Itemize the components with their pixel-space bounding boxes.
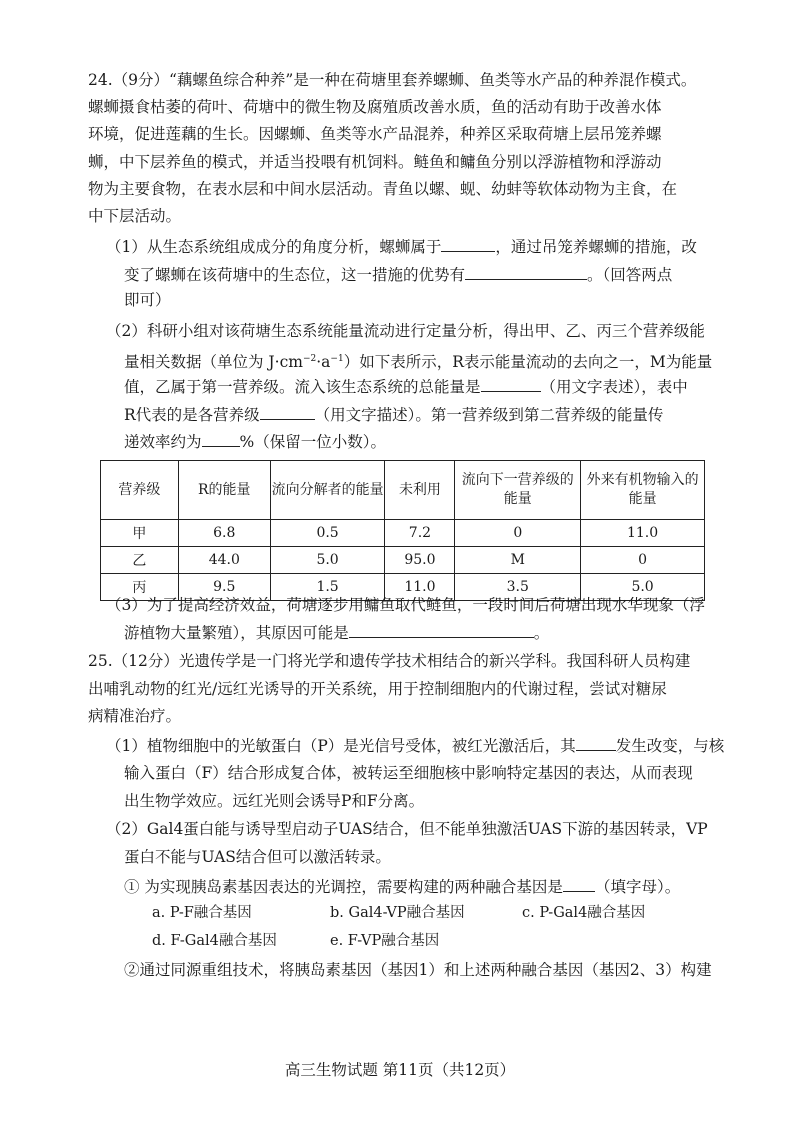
table-header-row bbox=[101, 461, 705, 520]
q24-part2-line: （2）科研小组对该荷塘生态系统能量流动进行定量分析，得出甲、乙、丙三个营养级能 bbox=[106, 322, 705, 340]
table-cell: 丙 bbox=[101, 574, 179, 601]
q24-part1-text: 。（回答两点 bbox=[587, 266, 673, 284]
table-cell: 95.0 bbox=[385, 547, 455, 574]
answer-blank[interactable] bbox=[465, 265, 587, 280]
q24-part2-text: %（保留一位小数）。 bbox=[239, 433, 386, 451]
q25-intro-line: 25.（12分）光遗传学是一门将光学和遗传学技术相结合的新兴学科。我国科研人员构建 bbox=[88, 652, 691, 670]
table-cell: 乙 bbox=[101, 547, 179, 574]
q24-part2-text: 递效率约为 bbox=[124, 433, 202, 451]
q25-part2-text: ① 为实现胰岛素基因表达的光调控，需要构建的两种融合基因是 bbox=[124, 878, 563, 896]
q24-part1-text: 变了螺蛳在该荷塘中的生态位，这一措施的优势有 bbox=[124, 266, 466, 284]
q24-part2-text: （用文字表述），表中 bbox=[540, 378, 688, 396]
q24-part1-line bbox=[106, 237, 697, 256]
q24-intro-line: 中下层活动。 bbox=[88, 207, 182, 225]
q24-part2-line bbox=[124, 432, 386, 451]
q24-part3-text: 游植物大量繁殖），其原因可能是 bbox=[124, 624, 349, 642]
unit-superscript: −2 bbox=[302, 354, 317, 364]
option-item: b. Gal4-VP融合基因 bbox=[330, 905, 465, 921]
q24-part2-text: ·a bbox=[316, 353, 331, 372]
table-cell: 5.0 bbox=[270, 547, 385, 574]
table-header-cell: 营养级 bbox=[101, 461, 179, 520]
table-header-cell: R的能量 bbox=[178, 461, 270, 520]
q24-part1-line bbox=[124, 265, 672, 284]
table-cell: 11.0 bbox=[385, 574, 455, 601]
q24-part2-text: R代表的是各营养级 bbox=[124, 406, 260, 424]
table-cell: 9.5 bbox=[178, 574, 270, 601]
q25-part1-line bbox=[106, 736, 724, 755]
option-item: d. F-Gal4融合基因 bbox=[152, 933, 277, 949]
table-cell: 7.2 bbox=[385, 520, 455, 547]
table-row bbox=[101, 547, 705, 574]
energy-data-table bbox=[100, 460, 705, 601]
table-cell: M bbox=[455, 547, 581, 574]
table-header-cell: 流向分解者的能量 bbox=[270, 461, 385, 520]
q24-part3-line bbox=[124, 623, 549, 642]
q24-part2-line bbox=[124, 377, 688, 396]
q25-part2-line: （2）Gal4蛋白能与诱导型启动子UAS结合，但不能单独激活UAS下游的基因转录，VP bbox=[106, 820, 708, 838]
q24-part2-line bbox=[124, 405, 663, 424]
q24-part1-line: 即可） bbox=[124, 291, 171, 309]
q24-intro-line: 24.（9分）“藕螺鱼综合种养”是一种在荷塘里套养螺蛳、鱼类等水产品的种养混作模式。 bbox=[88, 71, 697, 89]
table-header-cell: 流向下一营养级的能量 bbox=[455, 461, 581, 520]
q24-part2-text: （用文字描述）。第一营养级到第二营养级的能量传 bbox=[314, 406, 664, 424]
table-cell: 5.0 bbox=[581, 574, 705, 601]
q25-part1-line: 输入蛋白（F）结合形成复合体，被转运至细胞核中影响特定基因的表达，从而表现 bbox=[124, 764, 693, 782]
q24-part2-text: 值，乙属于第一营养级。流入该生态系统的总能量是 bbox=[124, 378, 481, 396]
q25-intro-line: 出哺乳动物的红光/远红光诱导的开关系统，用于控制细胞内的代谢过程，尝试对糖尿 bbox=[88, 680, 667, 698]
answer-blank[interactable] bbox=[202, 432, 240, 447]
q25-part1-text: 发生改变，与核 bbox=[615, 737, 725, 755]
table-cell: 甲 bbox=[101, 520, 179, 547]
q24-intro-line: 螺蛳摄食枯萎的荷叶、荷塘中的微生物及腐殖质改善水质，鱼的活动有助于改善水体 bbox=[88, 98, 662, 116]
q25-part2-subquestion bbox=[124, 877, 680, 896]
unit-superscript: −1 bbox=[330, 354, 344, 364]
q24-part2-text: ）如下表所示，R表示能量流动的去向之一，M为能量 bbox=[343, 353, 713, 372]
answer-blank[interactable] bbox=[576, 736, 616, 751]
table-cell: 3.5 bbox=[455, 574, 581, 601]
q24-intro-line: 环境，促进莲藕的生长。因螺蛳、鱼类等水产品混养，种养区采取荷塘上层吊笼养螺 bbox=[88, 125, 662, 143]
table-row bbox=[101, 520, 705, 547]
q25-part1-text: （1）植物细胞中的光敏蛋白（P）是光信号受体，被红光激活后，其 bbox=[106, 737, 576, 755]
q24-part1-text: （1）从生态系统组成成分的角度分析，螺蛳属于 bbox=[106, 238, 442, 256]
q25-intro-line: 病精准治疗。 bbox=[88, 707, 182, 725]
q24-part1-text: ，通过吊笼养螺蛳的措施，改 bbox=[495, 238, 697, 256]
table-cell: 11.0 bbox=[581, 520, 705, 547]
table-header-cell: 外来有机物输入的能量 bbox=[581, 461, 705, 520]
option-item: a. P-F融合基因 bbox=[152, 905, 252, 921]
table-cell: 0 bbox=[581, 547, 705, 574]
q25-part2-subquestion: ②通过同源重组技术，将胰岛素基因（基因1）和上述两种融合基因（基因2、3）构建 bbox=[124, 961, 712, 979]
q25-part2-text: （填字母）。 bbox=[594, 878, 681, 896]
option-item: c. P-Gal4融合基因 bbox=[522, 905, 646, 921]
table-cell: 6.8 bbox=[178, 520, 270, 547]
table-cell: 1.5 bbox=[270, 574, 385, 601]
q24-part3-line: （3）为了提高经济效益，荷塘逐步用鳙鱼取代鲢鱼，一段时间后荷塘出现水华现象（浮 bbox=[106, 596, 705, 614]
answer-blank[interactable] bbox=[563, 877, 595, 892]
answer-blank[interactable] bbox=[260, 405, 315, 420]
option-item: e. F-VP融合基因 bbox=[330, 933, 440, 949]
q24-intro-line: 蛳，中下层养鱼的模式，并适当投喂有机饲料。鲢鱼和鳙鱼分别以浮游植物和浮游动 bbox=[88, 153, 662, 171]
q25-part1-line: 出生物学效应。远红光则会诱导P和F分离。 bbox=[124, 792, 425, 810]
q24-intro-line: 物为主要食物，在表水层和中间水层活动。青鱼以螺、蚬、幼蚌等软体动物为主食，在 bbox=[88, 180, 678, 198]
table-header-cell: 未利用 bbox=[385, 461, 455, 520]
q25-part2-line: 蛋白不能与UAS结合但可以激活转录。 bbox=[124, 848, 391, 866]
table-cell: 0 bbox=[455, 520, 581, 547]
q24-part3-text: 。 bbox=[533, 624, 550, 642]
answer-blank[interactable] bbox=[349, 623, 534, 638]
table-cell: 44.0 bbox=[178, 547, 270, 574]
page-footer: 高三生物试题 第11页（共12页） bbox=[284, 1061, 516, 1079]
table-cell: 0.5 bbox=[270, 520, 385, 547]
q24-part2-line bbox=[124, 350, 712, 371]
answer-blank[interactable] bbox=[441, 237, 495, 252]
answer-blank[interactable] bbox=[481, 377, 541, 392]
q24-part2-text: 量相关数据（单位为 J·cm bbox=[124, 353, 303, 372]
